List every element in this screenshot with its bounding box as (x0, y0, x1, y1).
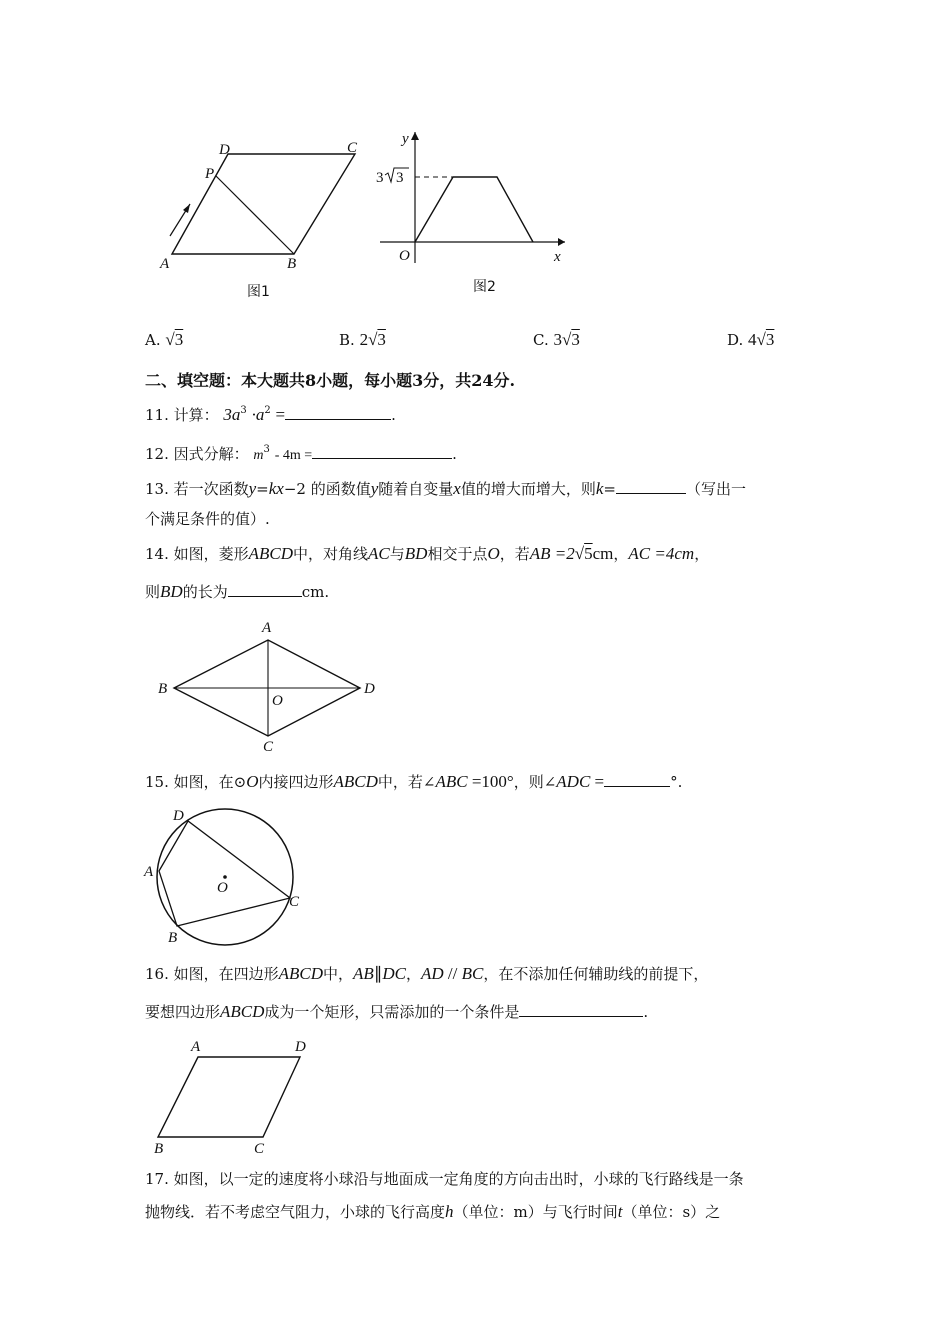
option-d-label: D. (727, 331, 744, 349)
option-a-value: 3 (174, 330, 184, 349)
q11-number: 11. 计算： (145, 406, 219, 424)
fig2-origin-label: O (399, 248, 410, 264)
q15-adc: ADC (556, 772, 591, 791)
question-16-line1 (145, 963, 708, 985)
q15-o: O (246, 772, 259, 791)
q16-comma: ， (405, 965, 421, 983)
fig1-label-c: C (347, 140, 358, 156)
q11-end: . (391, 406, 396, 424)
q16-text-b: 中， (323, 965, 354, 983)
q14-ac-eq: AC =4cm (628, 544, 695, 563)
fig15-label-c: C (289, 894, 300, 910)
q15-text-c: 中，若∠ (377, 773, 436, 791)
fig1-caption: 图1 (247, 284, 270, 300)
q16-dc: DC (382, 964, 406, 983)
fig2-y-label: y (402, 131, 409, 147)
q14-ab-radicand: 5 (584, 544, 593, 563)
figure-15 (140, 800, 320, 950)
q16-ad: AD (420, 964, 444, 983)
q12-number: 12. 因式分解： (145, 445, 249, 463)
option-c-radicand: 3 (571, 330, 580, 349)
q16-text-a: 16. 如图，在四边形 (145, 965, 279, 983)
q14-line2-a: 则 (145, 583, 161, 601)
fig1-label-a: A (160, 256, 170, 272)
figure-14 (150, 615, 390, 755)
q15-answer-blank[interactable] (604, 772, 670, 787)
q16-abcd2: ABCD (220, 1002, 265, 1021)
option-b-label: B. (339, 331, 355, 349)
q13-tail: 值的增大而增大，则 (460, 480, 596, 498)
fig16-label-d: D (295, 1039, 306, 1055)
q11-expr-b: ·a (251, 405, 265, 424)
option-a[interactable]: A. √3 (145, 330, 184, 349)
q16-abcd: ABCD (278, 964, 324, 983)
figure-2 (370, 128, 580, 268)
q15-text-b: 内接四边形 (258, 773, 334, 791)
q14-text-c: 与 (389, 545, 405, 563)
question-17-line1: 17. 如图，以一定的速度将小球沿与地面成一定角度的方向击出时，小球的飞行路线是一条 (145, 1170, 744, 1188)
fig2-x-label: x (554, 249, 561, 265)
quadrilateral-abcd (159, 821, 290, 926)
question-13-line1 (145, 478, 746, 500)
option-b-radicand: 3 (377, 330, 386, 349)
q17-t: t (617, 1202, 623, 1221)
q13-k: k (595, 479, 604, 498)
q11-expr-a: 3a (223, 405, 241, 424)
parallelogram-abcd (158, 1057, 300, 1137)
option-c[interactable]: C. 3√3 (533, 330, 580, 349)
q12-exp1: 3 (263, 444, 270, 455)
fig2-caption: 图2 (473, 279, 496, 295)
option-b-coef: 2 (359, 330, 369, 349)
q15-value: =100° (467, 772, 514, 791)
q11-exp2: 2 (264, 405, 271, 416)
fig14-label-d: D (364, 681, 375, 697)
q16-parallel: ∥ (373, 964, 383, 983)
q13-text-a: 13. 若一次函数 (145, 480, 249, 498)
q14-abcd: ABCD (248, 544, 294, 563)
figure-16 (150, 1035, 330, 1160)
question-16-line2 (145, 1001, 648, 1023)
trapezoid-graph (415, 177, 533, 242)
center-point (223, 875, 227, 879)
q13-keq: = (603, 480, 616, 498)
q12-answer-blank[interactable] (312, 444, 452, 459)
fig15-label-d: D (173, 808, 184, 824)
q14-bd: BD (404, 544, 428, 563)
fig14-label-b: B (158, 681, 168, 697)
q16-parallel2: // (443, 964, 462, 983)
q15-abc: ABC (435, 772, 468, 791)
q15-abcd: ABCD (333, 772, 378, 791)
q17-line2-c: （单位：s）之 (622, 1203, 721, 1221)
q11-eq: = (275, 405, 286, 424)
fig15-label-o: O (217, 880, 228, 896)
q13-mid: 随着自变量 (378, 480, 454, 498)
q13-kx: kx (268, 479, 284, 498)
q16-end: . (643, 1003, 649, 1021)
q14-text-b: 中，对角线 (293, 545, 369, 563)
question-11 (145, 404, 396, 426)
option-d[interactable]: D. 4√3 (727, 330, 775, 349)
q13-y2: y (370, 479, 379, 498)
q15-end: °. (670, 773, 683, 791)
q14-text-e: ，若 (499, 545, 530, 563)
q14-line2-b: 的长为 (182, 583, 228, 601)
arrow-head-icon (183, 204, 190, 213)
q14-text-d: 相交于点 (427, 545, 488, 563)
q16-answer-blank[interactable] (519, 1002, 643, 1017)
q14-comma: ， (613, 545, 629, 563)
q16-line2-b: 成为一个矩形，只需添加的一个条件是 (264, 1003, 520, 1021)
q14-o: O (487, 544, 500, 563)
question-15 (145, 771, 682, 793)
q17-h: h (445, 1202, 454, 1221)
q13-note: （写出一 (685, 480, 746, 498)
q12-end: . (452, 445, 457, 463)
q12-expr-b: - 4m = (274, 448, 313, 463)
q15-text-d: ，则∠ (513, 773, 557, 791)
fig1-label-d: D (219, 142, 230, 158)
fig14-label-o: O (272, 693, 283, 709)
fig2-y-tick-radicand: 3 (396, 170, 404, 186)
q12-expr-a: m (253, 448, 264, 463)
x-axis-arrow-icon (558, 238, 565, 246)
q14-ab-eq: AB =2 (529, 544, 575, 563)
question-13-line2: 个满足条件的值）. (145, 510, 270, 528)
y-axis-arrow-icon (411, 132, 419, 140)
q16-bc: BC (461, 964, 484, 983)
fig14-label-a: A (262, 620, 272, 636)
option-a-label: A. (145, 331, 161, 349)
q14-bd2: BD (160, 582, 183, 601)
q15-eq: = (590, 772, 605, 791)
q13-y: y (248, 479, 257, 498)
q14-end: ， (694, 545, 710, 563)
parallelogram-abcd (172, 154, 355, 254)
option-d-radicand: 3 (765, 330, 775, 349)
fig15-label-b: B (168, 930, 178, 946)
section-title: 二、填空题：本大题共8小题，每小题3分，共24分. (145, 371, 516, 390)
q16-line2-a: 要想四边形 (145, 1003, 221, 1021)
fig1-label-p: P (205, 166, 215, 182)
q14-answer-blank[interactable] (228, 582, 302, 597)
q17-line2-b: （单位：m）与飞行时间 (453, 1203, 618, 1221)
q11-exp1: 3 (240, 405, 247, 416)
option-c-coef: 3 (553, 330, 562, 349)
q13-x: x (453, 479, 461, 498)
fig14-label-c: C (263, 739, 274, 755)
q13-eq: = (256, 480, 269, 498)
segment-pb (216, 176, 294, 254)
question-14-line2 (145, 581, 329, 603)
q15-text-a: 15. 如图，在⊙ (145, 773, 247, 791)
q11-answer-blank[interactable] (285, 405, 391, 420)
option-d-coef: 4 (748, 330, 757, 349)
fig15-label-a: A (144, 864, 154, 880)
q13-answer-blank[interactable] (616, 479, 686, 494)
option-c-label: C. (533, 331, 549, 349)
fig16-label-b: B (154, 1141, 164, 1157)
fig2-y-tick-coef: 3 (376, 170, 384, 186)
q17-line2-a: 抛物线．若不考虑空气阻力，小球的飞行高度 (145, 1203, 446, 1221)
q14-ab-unit: cm (592, 544, 614, 563)
fig16-label-a: A (191, 1039, 201, 1055)
question-12 (145, 443, 457, 467)
q16-text-c: ，在不添加任何辅助线的前提下， (483, 965, 709, 983)
fig16-label-c: C (254, 1141, 265, 1157)
option-b[interactable]: B. 2√3 (339, 330, 386, 349)
fig1-label-b: B (287, 256, 297, 272)
q13-minus: −2 的函数值 (283, 480, 371, 498)
q14-ac: AC (368, 544, 390, 563)
q16-ab: AB (353, 964, 374, 983)
q14-text-a: 14. 如图，菱形 (145, 545, 249, 563)
q14-unit: cm. (301, 583, 330, 601)
question-17-line2 (145, 1201, 720, 1223)
question-14-line1: 14. 如图，菱形ABCD中，对角线AC与BD相交于点O，若AB =2√5cm，AC =4cm， (145, 544, 710, 563)
